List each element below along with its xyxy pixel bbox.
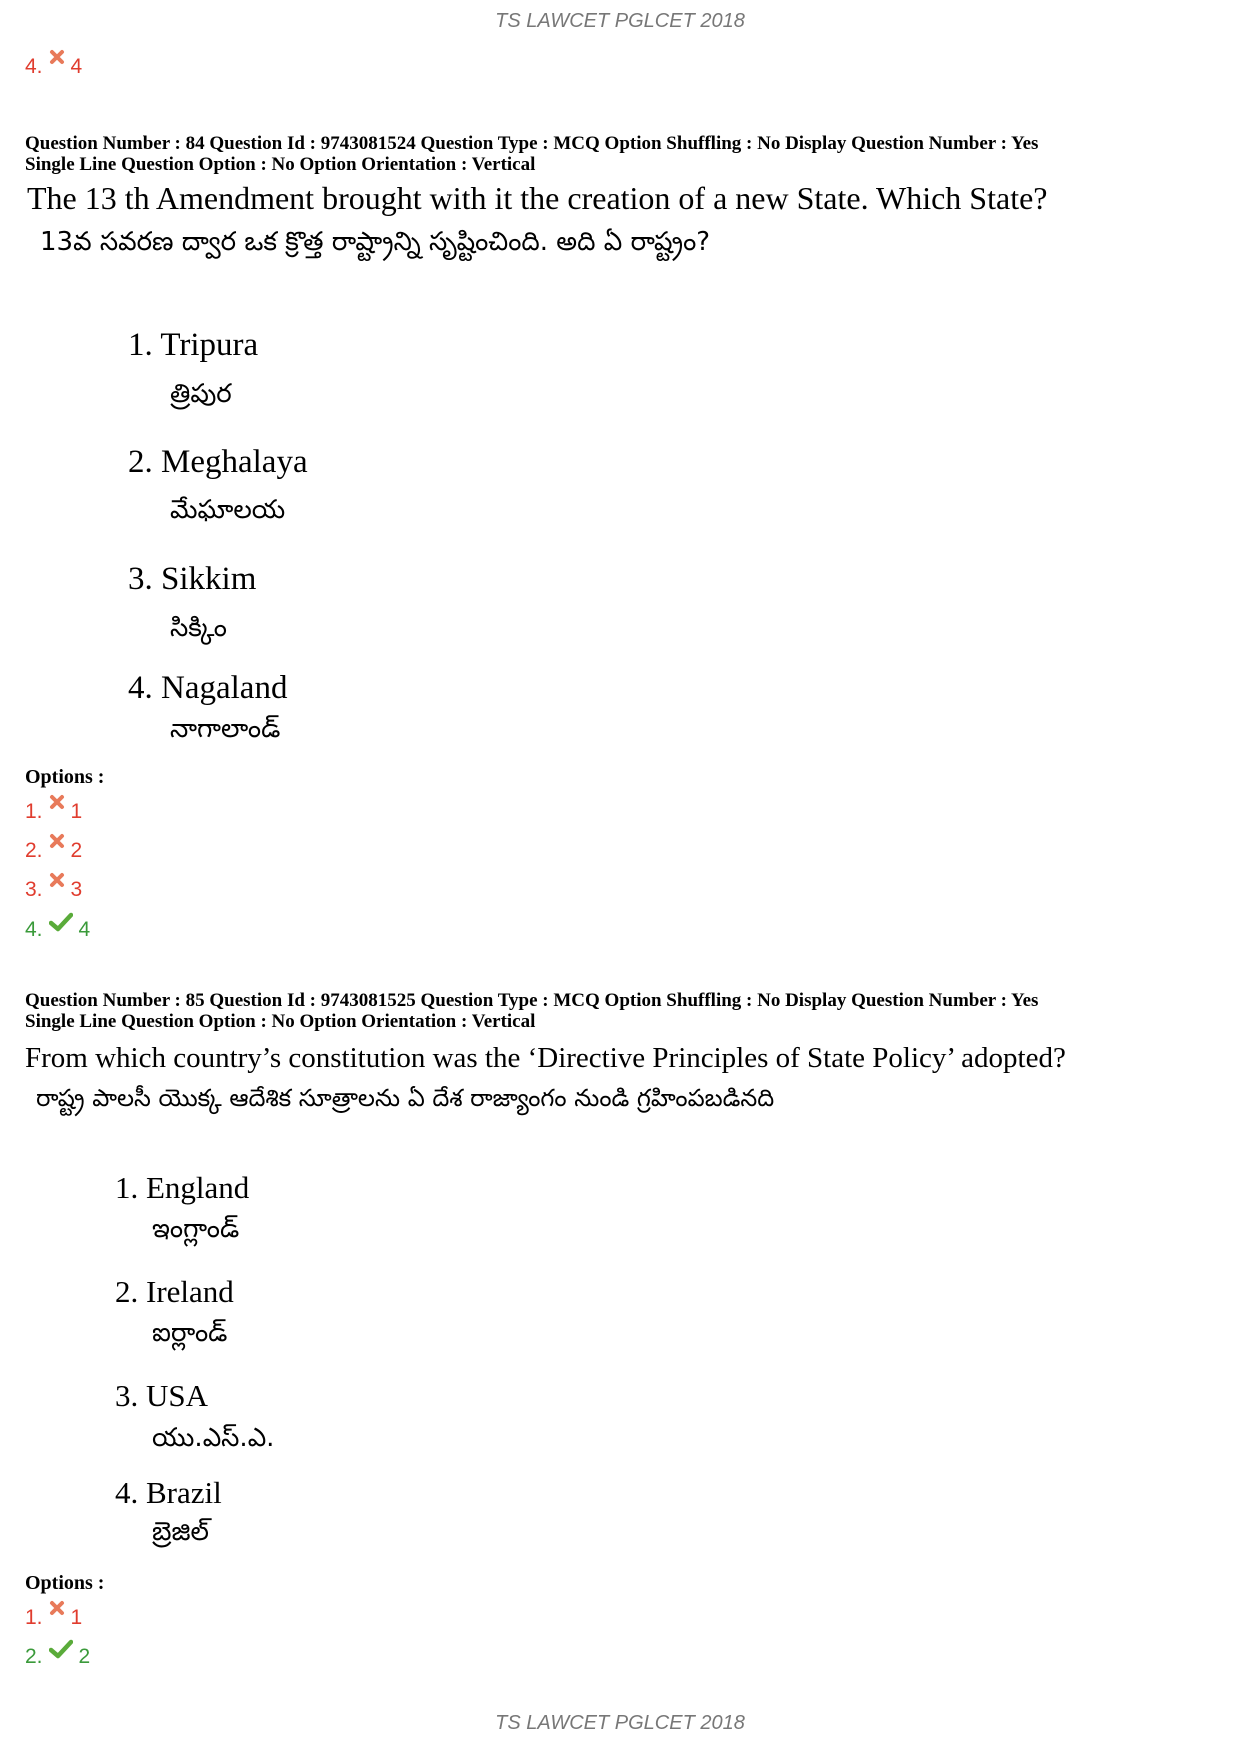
q84-meta: [25, 133, 1225, 175]
cross-icon: [49, 833, 65, 849]
q85-choice-3-english: 3. USA: [115, 1378, 209, 1413]
q84-meta-line1: Question Number : 84 Question Id : 9743081524 Question Type : MCQ Option Shuffling : No Display Question Number : Yes: [25, 133, 1039, 154]
q85-choice-1-english: 1. England: [115, 1170, 250, 1205]
option-number: 3.: [25, 878, 43, 901]
check-icon: [49, 912, 73, 932]
q84-choice-3-english: 3. Sikkim: [128, 561, 257, 597]
q84-choice-4-english: 4. Nagaland: [128, 670, 288, 706]
option-value: 2: [70, 839, 83, 862]
q85-choice-2-english: 2. Ireland: [115, 1274, 234, 1309]
q84-choice-2-english: 2. Meghalaya: [128, 444, 308, 480]
q85-meta-line1: Question Number : 85 Question Id : 9743081525 Question Type : MCQ Option Shuffling : No Display Question Number : Yes: [25, 990, 1039, 1011]
q84-question-english: The 13 th Amendment brought with it the creation of a new State. Which State?: [27, 180, 1048, 216]
q85-choice-4-english: 4. Brazil: [115, 1475, 222, 1510]
option-value: 2: [78, 1645, 91, 1668]
check-icon: [49, 1639, 73, 1659]
cross-icon: [49, 49, 65, 65]
q84-option-row-3: [25, 878, 82, 902]
option-number: 4.: [25, 918, 43, 941]
q84-choice-1-english: 1. Tripura: [128, 327, 259, 363]
q84-option-row-4: [25, 918, 90, 942]
option-value: 1: [70, 800, 83, 823]
q84-question-telugu: 13వ సవరణ ద్వార ఒక క్రొత్త రాష్ట్రాన్ని సృష్టించింది. అది ఏ రాష్ట్రం?: [40, 227, 711, 257]
option-number: 1.: [25, 800, 43, 823]
cross-icon: [49, 872, 65, 888]
cross-icon: [49, 1600, 65, 1616]
q85-question-telugu: రాష్ట్ర పాలసీ యొక్క ఆదేశిక సూత్రాలను ఏ దేశ రాజ్యాంగం నుండి గ్రహింపబడినది: [36, 1084, 775, 1112]
q84-options-label: Options :: [25, 766, 105, 788]
option-value: 4: [78, 918, 91, 941]
option-value: 1: [70, 1606, 83, 1629]
option-number: 1.: [25, 1606, 43, 1629]
option-number: 4.: [25, 55, 43, 78]
q84-choice-2-telugu: మేఘాలయ: [170, 495, 286, 525]
previous-option-row: [25, 55, 82, 79]
q85-choice-2-telugu: ఐర్లాండ్: [152, 1318, 228, 1348]
page-header: TS LAWCET PGLCET 2018: [495, 10, 745, 32]
q85-option-row-1: [25, 1606, 82, 1630]
q85-meta-line2: Single Line Question Option : No Option Orientation : Vertical: [25, 1011, 536, 1032]
q85-choice-3-telugu: యు.ఎస్.ఎ.: [152, 1423, 275, 1453]
q85-question-english: From which country’s constitution was the ‘Directive Principles of State Policy’ adopted?: [25, 1042, 1066, 1074]
q84-choice-3-telugu: సిక్కిం: [170, 613, 227, 643]
q85-choice-1-telugu: ఇంగ్లాండ్: [152, 1214, 240, 1244]
q84-choice-1-telugu: త్రిపుర: [170, 379, 232, 409]
page-footer: TS LAWCET PGLCET 2018: [495, 1712, 745, 1734]
q84-option-row-1: [25, 800, 82, 824]
option-number: 2.: [25, 839, 43, 862]
option-value: 3: [70, 878, 83, 901]
q85-meta: [25, 990, 1225, 1032]
q84-choice-4-telugu: నాగాలాండ్: [170, 714, 281, 744]
cross-icon: [49, 794, 65, 810]
q84-meta-line2: Single Line Question Option : No Option Orientation : Vertical: [25, 154, 536, 175]
option-number: 2.: [25, 1645, 43, 1668]
q85-option-row-2: [25, 1645, 90, 1669]
q85-choice-4-telugu: బ్రెజిల్: [152, 1517, 209, 1547]
q84-option-row-2: [25, 839, 82, 863]
q85-options-label: Options :: [25, 1572, 105, 1594]
option-value: 4: [70, 55, 83, 78]
